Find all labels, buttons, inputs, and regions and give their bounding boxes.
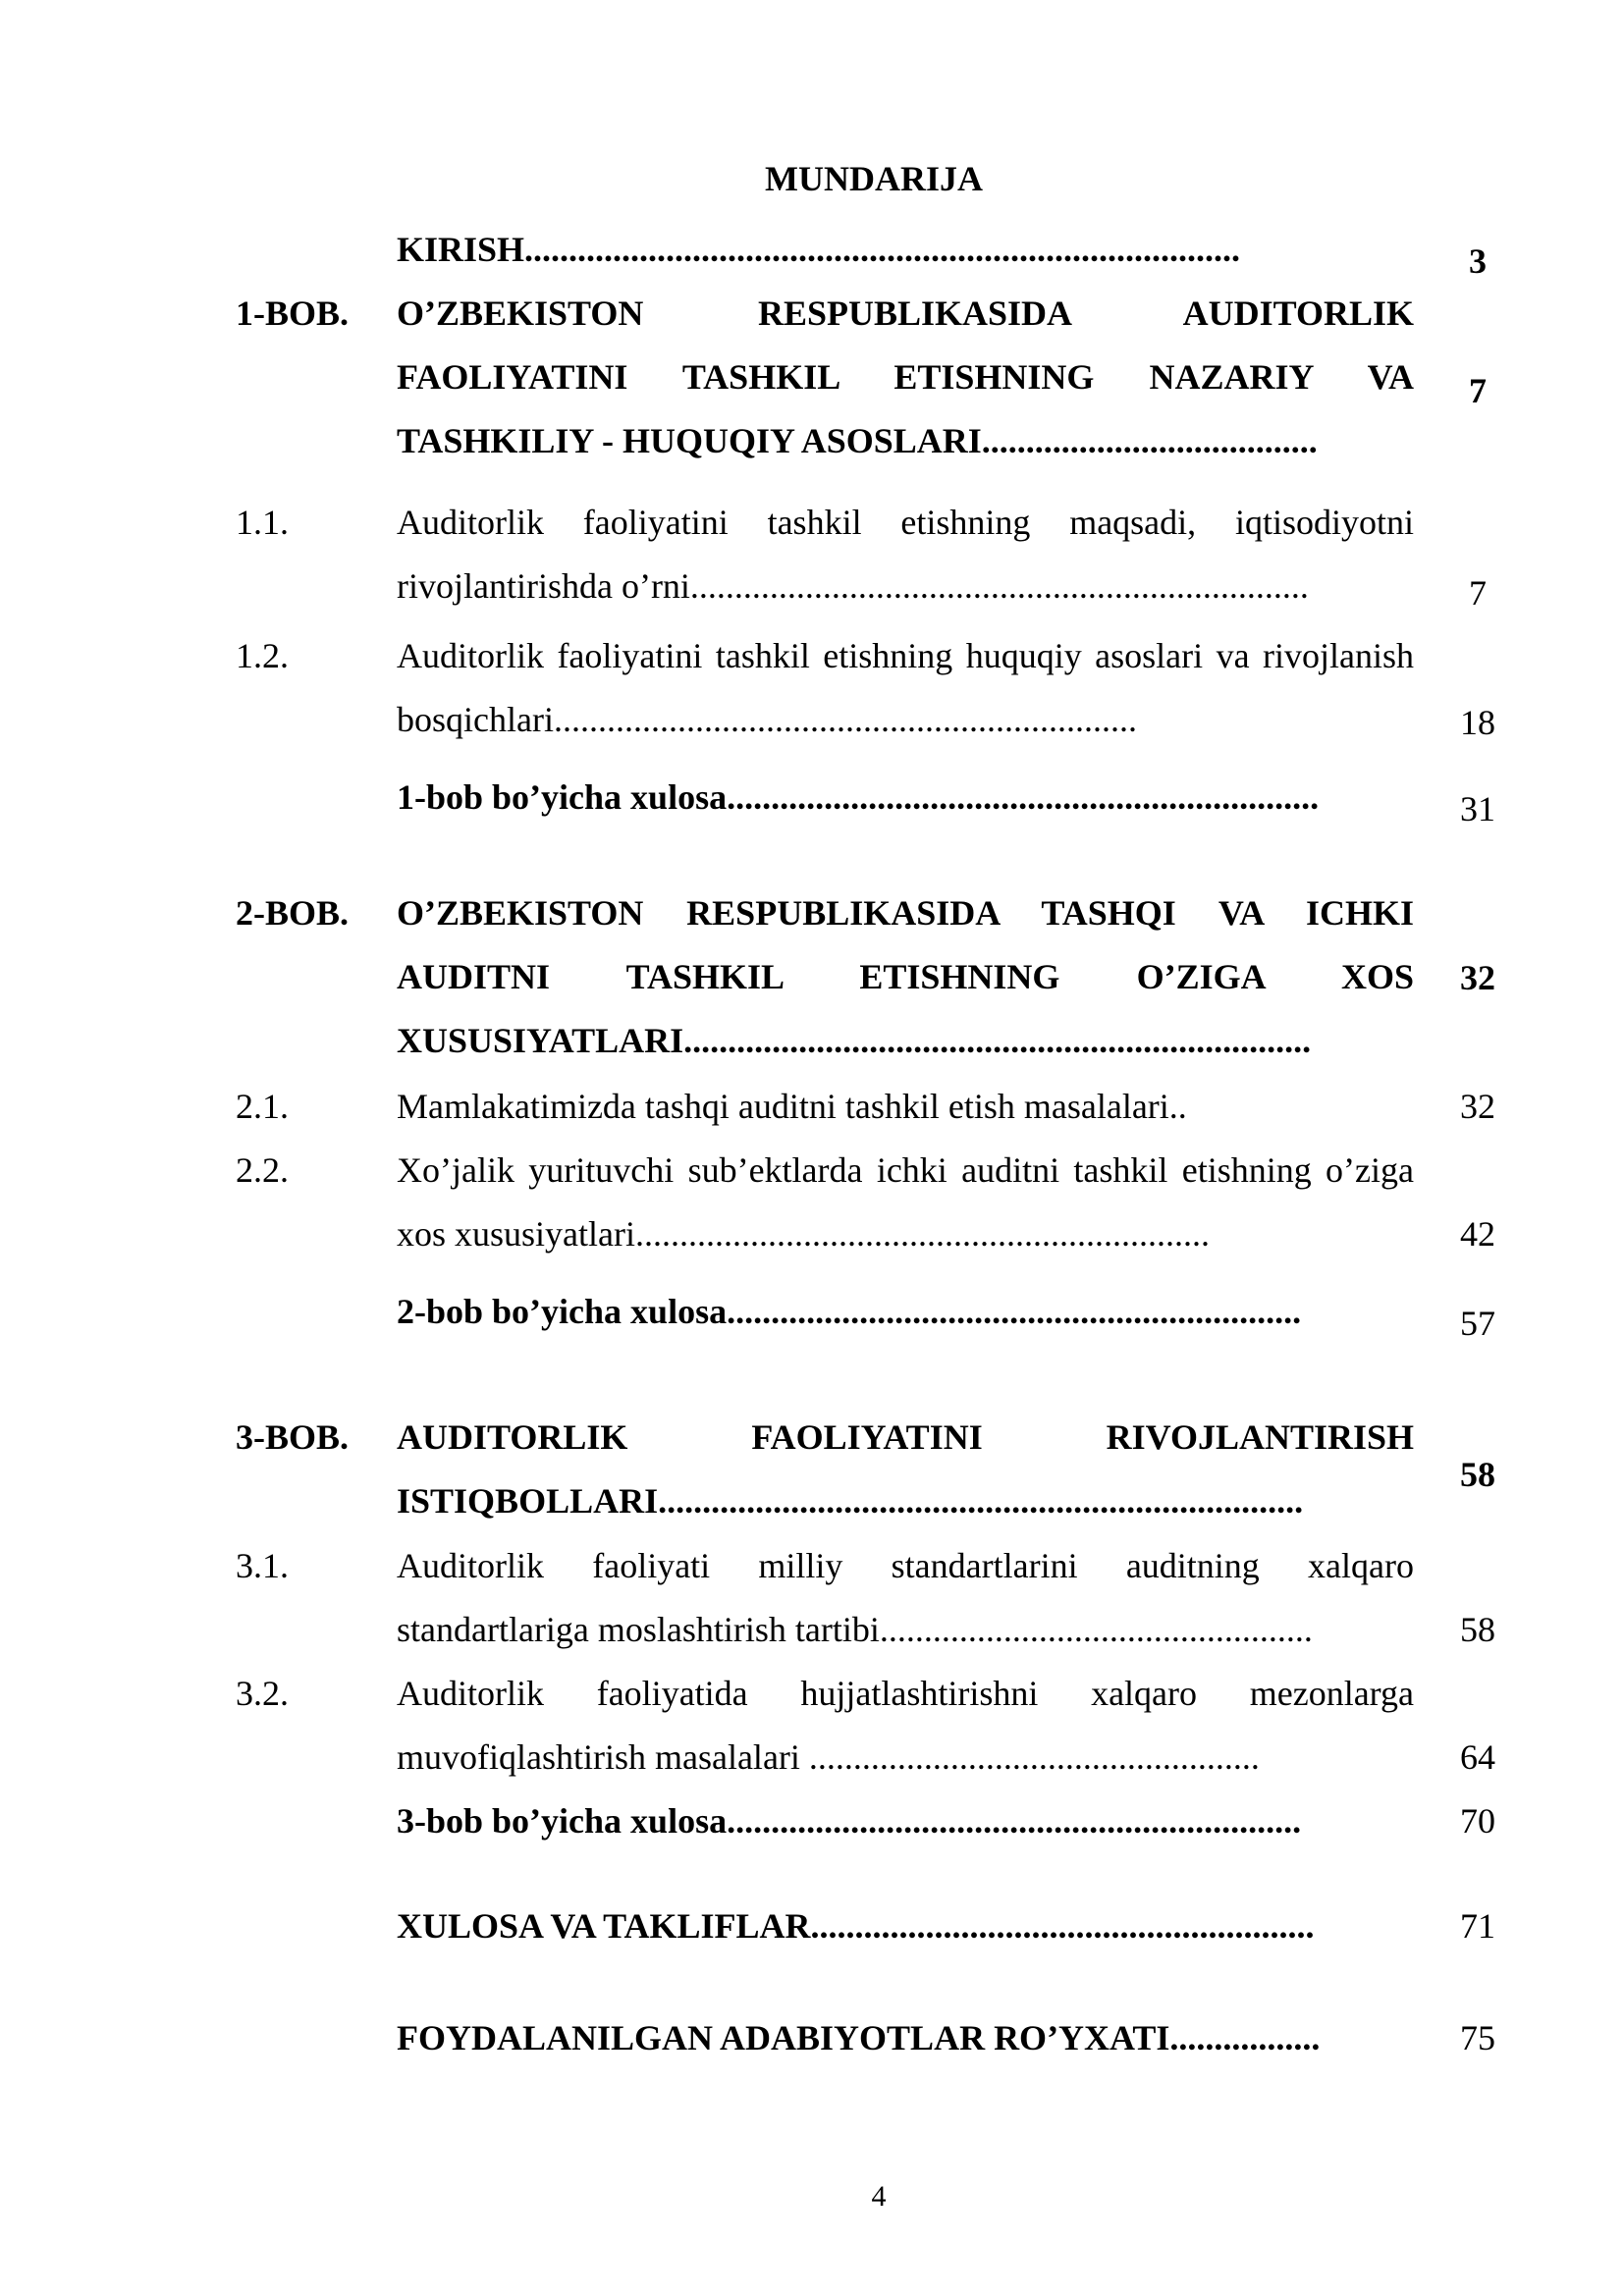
- toc-entry-number: 2.1.: [236, 1087, 289, 1126]
- toc-entry-text: Auditorlik faoliyatini tashkil etishning maqsadi, iqtisodiyotni rivojlantirishda o’rni......................................................................: [397, 503, 1414, 606]
- page-number-footer: 4: [871, 2180, 887, 2213]
- toc-entry-text: 3-bob bo’yicha xulosa.................................................................: [397, 1801, 1302, 1841]
- toc-entry-number: 3.1.: [236, 1546, 289, 1585]
- toc-entry-text: O’ZBEKISTON RESPUBLIKASIDA AUDITORLIK FAOLIYATINI TASHKIL ETISHNING NAZARIY VA TASHKILIY - HUQUQIY ASOSLARI......................................: [397, 294, 1414, 460]
- toc-entry-text: FOYDALANILGAN ADABIYOTLAR RO’YXATI.................: [397, 2018, 1321, 2057]
- toc-entry-text: AUDITORLIK FAOLIYATINI RIVOJLANTIRISH ISTIQBOLLARI.........................................................................: [397, 1417, 1414, 1521]
- toc-entry-text: Auditorlik faoliyati milliy standartlarini auditning xalqaro standartlariga moslashtirish tartibi.................................................: [397, 1546, 1414, 1649]
- toc-entry-text: Mamlakatimizda tashqi auditni tashkil etish masalalari..: [397, 1087, 1187, 1126]
- toc-page-number: 58: [1460, 1455, 1495, 1494]
- toc-page-number: 64: [1460, 1737, 1495, 1777]
- toc-page-number: 57: [1460, 1304, 1495, 1343]
- toc-page-number: 7: [1469, 573, 1487, 613]
- toc-page-number: 32: [1460, 958, 1495, 997]
- toc-title: MUNDARIJA: [765, 159, 983, 198]
- toc-page-number: 42: [1460, 1214, 1495, 1254]
- toc-page-number: 3: [1469, 241, 1487, 281]
- toc-entry-text: Auditorlik faoliyatida hujjatlashtirishni xalqaro mezonlarga muvofiqlashtirish masalalari ...................................................: [397, 1674, 1414, 1777]
- toc-entry-number: 2-BOB.: [236, 893, 350, 933]
- toc-entry-text: 1-bob bo’yicha xulosa...................................................................: [397, 777, 1320, 817]
- toc-entry-text: O’ZBEKISTON RESPUBLIKASIDA TASHQI VA ICHKI AUDITNI TASHKIL ETISHNING O’ZIGA XOS XUSUSIYATLARI.......................................................................: [397, 893, 1414, 1060]
- toc-entry-text: XULOSA VA TAKLIFLAR.........................................................: [397, 1906, 1315, 1946]
- toc-entry-number: 1-BOB.: [236, 294, 350, 333]
- toc-entry-number: 1.1.: [236, 503, 289, 542]
- toc-page-number: 75: [1460, 2018, 1495, 2057]
- toc-page-number: 70: [1460, 1801, 1495, 1841]
- toc-entry-text: 2-bob bo’yicha xulosa.................................................................: [397, 1292, 1302, 1331]
- toc-page-number: 18: [1460, 703, 1495, 742]
- toc-entry-text: Auditorlik faoliyatini tashkil etishning huquqiy asoslari va rivojlanish bosqichlari..................................................................: [397, 636, 1414, 739]
- toc-page-number: 7: [1469, 371, 1487, 410]
- toc-page-number: 31: [1460, 789, 1495, 828]
- toc-page-number: 71: [1460, 1906, 1495, 1946]
- toc-entry-number: 3.2.: [236, 1674, 289, 1713]
- toc-page-number: 32: [1460, 1087, 1495, 1126]
- toc-entry-text: KIRISH.................................................................................: [397, 230, 1241, 269]
- toc-entry-number: 2.2.: [236, 1150, 289, 1190]
- toc-entry-text: Xo’jalik yurituvchi sub’ektlarda ichki auditni tashkil etishning o’ziga xos xususiyatlari.................................................................: [397, 1150, 1414, 1254]
- toc-entry-number: 3-BOB.: [236, 1417, 350, 1457]
- toc-page-number: 58: [1460, 1610, 1495, 1649]
- toc-entry-number: 1.2.: [236, 636, 289, 675]
